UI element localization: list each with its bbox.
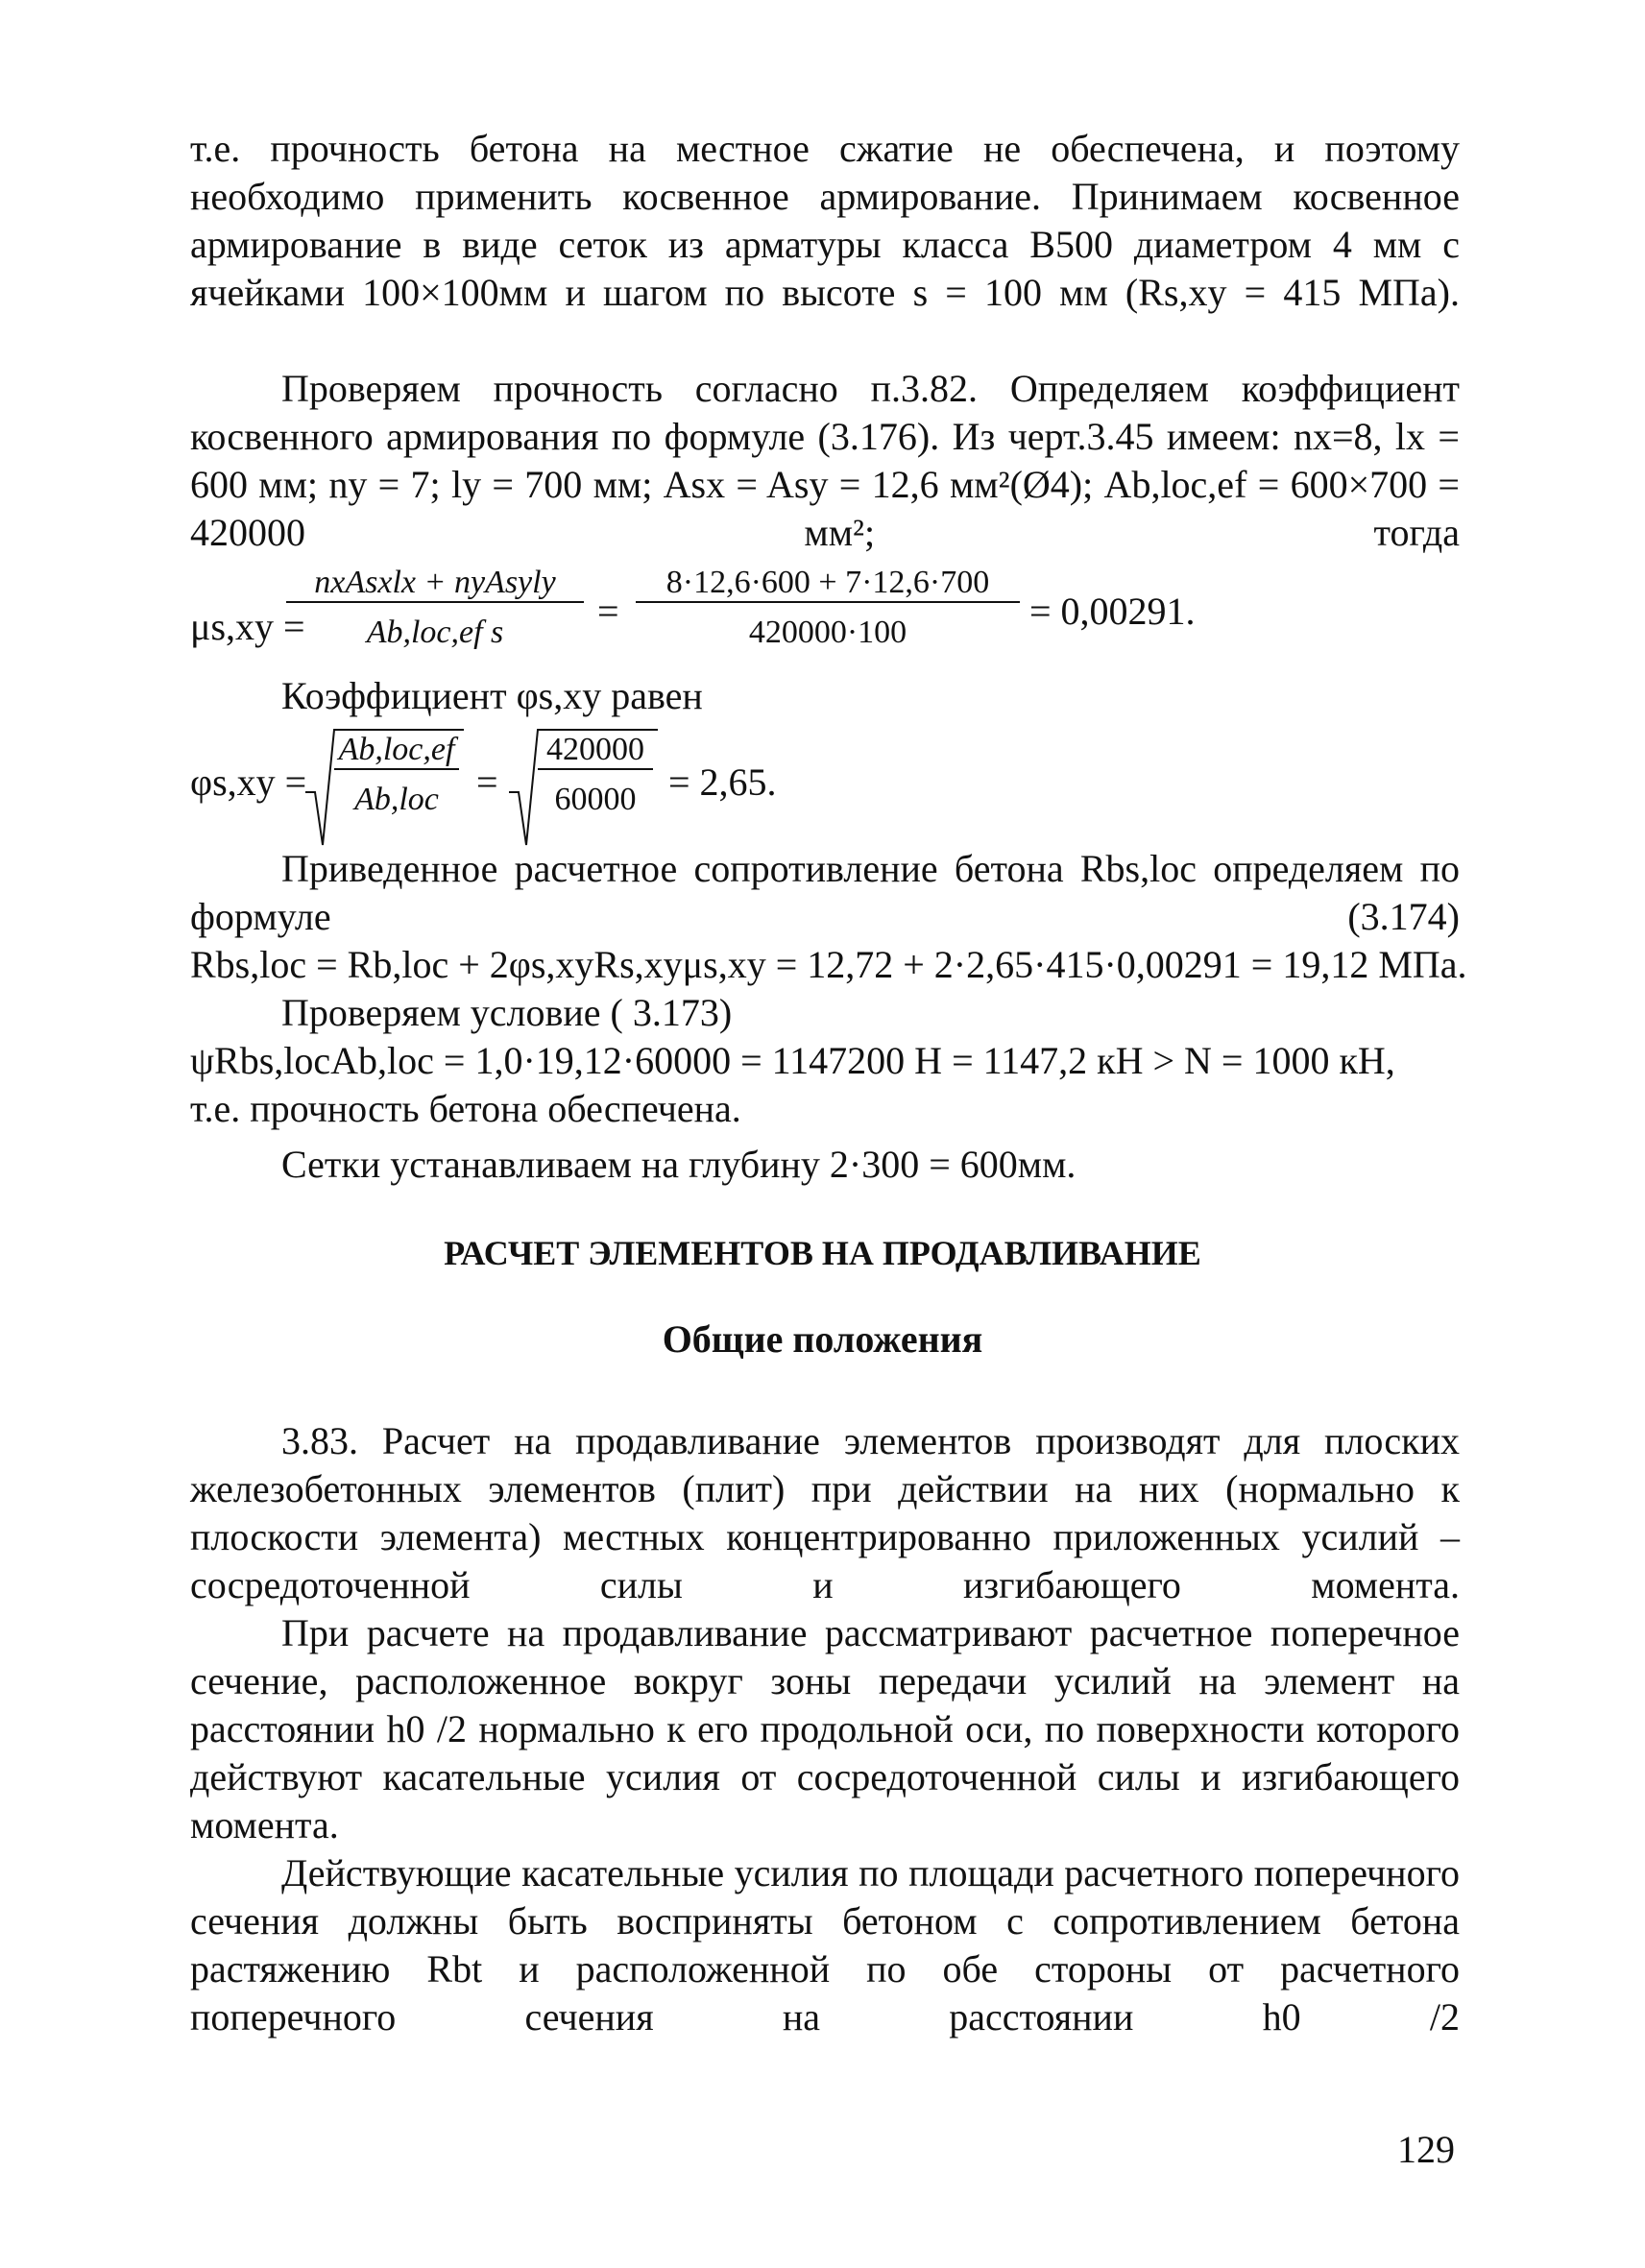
formula-phi-numerator: Ab,loc,ef [334, 732, 459, 770]
formula-mu-result: = 0,00291. [1029, 590, 1196, 633]
formula-rbs-loc: Rbs,loc = Rb,loc + 2φs,xyRs,xyμs,xy = 12,72 + 2·2,65·415·0,00291 = 19,12 МПа. [190, 943, 1467, 986]
formula-mu-lhs: μs,xy = [190, 605, 305, 648]
section-heading: РАСЧЕТ ЭЛЕМЕНТОВ НА ПРОДАВЛИВАНИЕ [444, 1234, 1201, 1272]
paragraph-phi-coefficient: Коэффициент φs,xy равен [281, 674, 703, 717]
formula-phi-denominator: Ab,loc [354, 782, 439, 817]
formula-phi-result: = 2,65. [668, 760, 777, 804]
paragraph-local-compression: т.е. прочность бетона на местное сжатие не обеспечена, и поэтому необходимо применить косвенное армирование. Принимаем косвенное армирование в виде сеток из арматуры класса В500 диаметром 4 мм с ячейками 100×100мм и шагом по высоте s = 100 мм (Rs,xy = 415 МПа). [190, 127, 1460, 314]
formula-phi-equals: = [476, 760, 498, 804]
formula-condition: ψRbs,locAb,loc = 1,0·19,12·60000 = 1147200 Н = 1147,2 кН > N = 1000 кН, [190, 1039, 1395, 1082]
formula-mu-denominator: Ab,loc,ef s [366, 615, 504, 650]
formula-phi-numerator-values: 420000 [538, 732, 653, 770]
formula-phi-denominator-values: 60000 [554, 782, 637, 817]
paragraph-3-83: 3.83. Расчет на продавливание элементов производят для плоских железобетонных элементов (плит) при действии на них (нормально к плоскости элемента) местных концентрированно приложенных усилий – сосредоточенной силы и изгибающего момента. [190, 1419, 1460, 1606]
formula-mu-numerator-values: 8·12,6·600 + 7·12,6·700 [636, 565, 1020, 603]
formula-mu-numerator: nxAsxlx + nyAsyly [286, 565, 584, 603]
paragraph-strength-ensured: т.е. прочность бетона обеспечена. [190, 1087, 741, 1130]
paragraph-check-condition: Проверяем условие ( 3.173) [281, 991, 733, 1034]
paragraph-mesh-depth: Сетки устанавливаем на глубину 2·300 = 600мм. [281, 1143, 1077, 1186]
paragraph-reduced-resistance: Приведенное расчетное сопротивление бетона Rbs,loc определяем по формуле (3.174) [190, 847, 1460, 938]
paragraph-tangential-forces: Действующие касательные усилия по площади расчетного поперечного сечения должны быть восприняты бетоном с сопротивлением бетона растяжению Rbt и расположенной по обе стороны от расчетного поперечного сечения на расстоянии h0 /2 [190, 1851, 1460, 2039]
page-number: 129 [1397, 2128, 1455, 2171]
formula-mu-denominator-values: 420000·100 [748, 615, 907, 650]
formula-mu-equals: = [597, 590, 619, 633]
paragraph-design-section: При расчете на продавливание рассматривают расчетное поперечное сечение, расположенное вокруг зоны передачи усилий на элемент на расстоянии h0 /2 нормально к его продольной оси, по поверхности которого действуют касательные усилия от сосредоточенной силы и изгибающего момента. [190, 1611, 1460, 1846]
formula-phi-lhs: φs,xy = [190, 760, 307, 804]
paragraph-check-strength: Проверяем прочность согласно п.3.82. Определяем коэффициент косвенного армирования по формуле (3.176). Из черт.3.45 имеем: nx=8, lx = 600 мм; ny = 7; ly = 700 мм; Asx = Asy = 12,6 мм²(Ø4); Ab,loc,ef = 600×700 = 420000 мм²; тогда [190, 367, 1460, 554]
subsection-heading: Общие положения [662, 1317, 983, 1361]
